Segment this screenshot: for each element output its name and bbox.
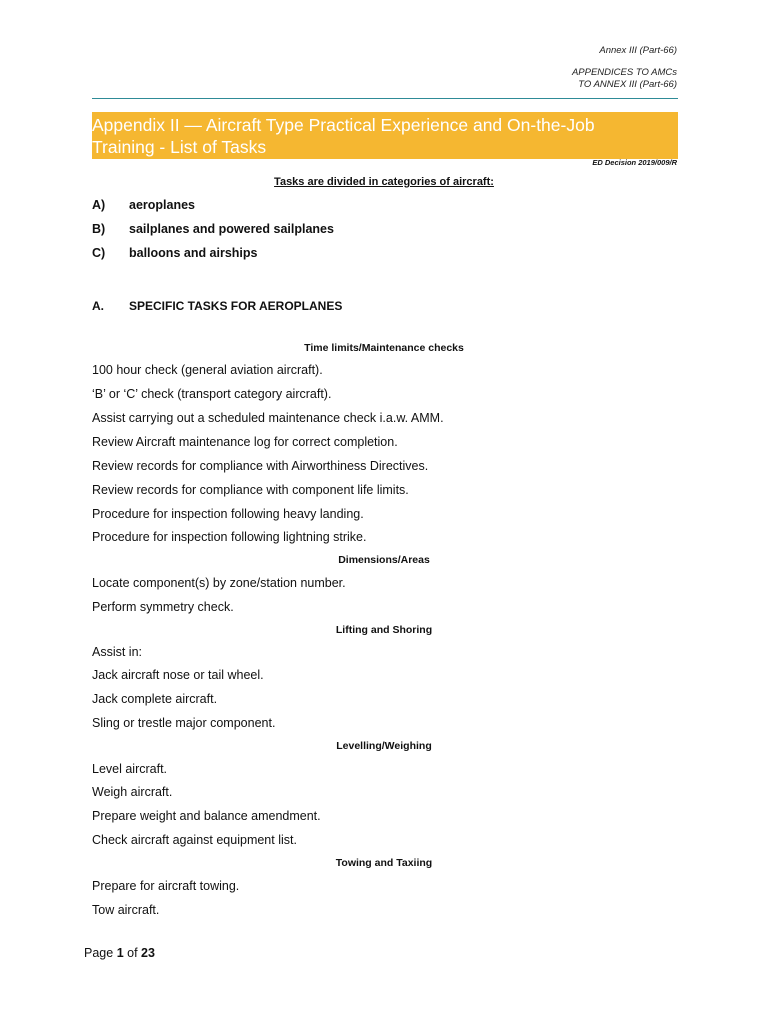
- task-item: Assist carrying out a scheduled maintenance check i.a.w. AMM.: [92, 411, 444, 425]
- group-heading: Towing and Taxiing: [335, 857, 433, 869]
- category-text: aeroplanes: [129, 198, 196, 212]
- task-item: Sling or trestle major component.: [92, 716, 276, 730]
- category-text: balloons and airships: [129, 246, 258, 260]
- task-item: Check aircraft against equipment list.: [92, 833, 297, 847]
- category-letter: A): [92, 198, 106, 212]
- group-heading: Time limits/Maintenance checks: [304, 342, 464, 354]
- task-item: Weigh aircraft.: [92, 785, 173, 799]
- task-item: Prepare for aircraft towing.: [92, 879, 240, 893]
- section-title: SPECIFIC TASKS FOR AEROPLANES: [129, 299, 343, 313]
- task-item: Prepare weight and balance amendment.: [92, 809, 321, 823]
- section-letter: A.: [92, 299, 104, 313]
- page-title: [92, 114, 678, 158]
- intro-text: Tasks are divided in categories of aircraft:: [274, 176, 494, 188]
- category-letter: C): [92, 246, 106, 260]
- total-pages: 23: [141, 946, 155, 960]
- header-appendices: [572, 67, 677, 91]
- category-letter: B): [92, 222, 106, 236]
- header-appendices-line1: APPENDICES TO AMCs: [571, 67, 677, 78]
- task-item: 100 hour check (general aviation aircraft).: [92, 363, 323, 377]
- task-item: Jack complete aircraft.: [92, 692, 218, 706]
- task-item: Jack aircraft nose or tail wheel.: [92, 668, 264, 682]
- page-word: Page: [84, 946, 114, 960]
- of-word: of: [127, 946, 138, 960]
- header-annex: Annex III (Part-66): [599, 45, 677, 56]
- group-heading: Lifting and Shoring: [335, 624, 433, 636]
- task-item: Assist in:: [92, 645, 143, 659]
- task-item: Procedure for inspection following lightning strike.: [92, 530, 367, 544]
- task-item: Perform symmetry check.: [92, 600, 234, 614]
- title-banner: [92, 112, 678, 159]
- task-item: Level aircraft.: [92, 762, 168, 776]
- task-item: Locate component(s) by zone/station number.: [92, 576, 346, 590]
- header-appendices-line2: TO ANNEX III (Part-66): [578, 79, 677, 90]
- category-text: sailplanes and powered sailplanes: [129, 222, 334, 236]
- task-item: Review records for compliance with component life limits.: [92, 483, 409, 497]
- page-title-line2: Training - List of Tasks: [92, 137, 267, 157]
- page-title-line1: Appendix II — Aircraft Type Practical Experience and On-the-Job: [92, 115, 595, 135]
- task-item: Review records for compliance with Airworthiness Directives.: [92, 459, 429, 473]
- header-divider: [92, 98, 678, 99]
- task-item: Tow aircraft.: [92, 903, 160, 917]
- task-item: Procedure for inspection following heavy landing.: [92, 507, 364, 521]
- group-heading: Dimensions/Areas: [338, 554, 430, 566]
- task-item: ‘B’ or ‘C’ check (transport category aircraft).: [92, 387, 332, 401]
- page-number: 1: [116, 946, 124, 960]
- page-footer: [84, 946, 155, 960]
- task-item: Review Aircraft maintenance log for correct completion.: [92, 435, 398, 449]
- ed-decision-label: ED Decision 2019/009/R: [592, 158, 677, 167]
- group-heading: Levelling/Weighing: [336, 740, 432, 752]
